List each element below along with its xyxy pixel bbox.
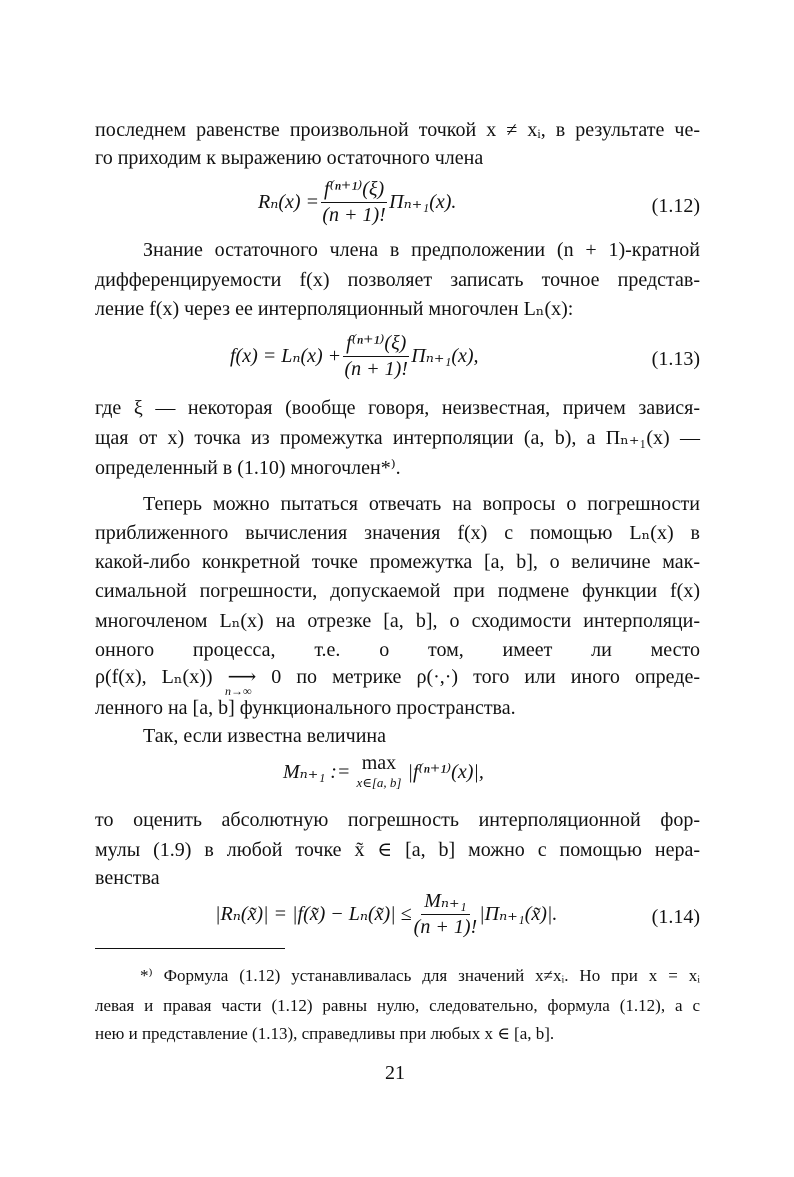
fraction: [321, 176, 387, 227]
text-line: последнем равенстве произвольной точкой x ≠ xᵢ, в результате че-: [95, 119, 700, 141]
max-operator: [356, 752, 401, 791]
fraction: [343, 330, 409, 381]
footnote-divider: [95, 948, 285, 949]
text-line: венства: [95, 867, 160, 889]
equation-1-14: [215, 888, 557, 939]
denominator: (n + 1)!: [344, 358, 408, 380]
text-line: многочленом Lₙ(x) на отрезке [a, b], о сходимости интерполяци-: [95, 610, 700, 632]
max-subscript: x∈[a, b]: [356, 775, 402, 790]
footnote-line: левая и правая части (1.12) равны нулю, следовательно, формула (1.12), а с: [95, 996, 700, 1015]
eq-lhs: Mₙ₊₁ :=: [283, 761, 351, 783]
text-line: го приходим к выражению остаточного члена: [95, 147, 484, 169]
text-line: определенный в (1.10) многочлен*⁾.: [95, 457, 401, 479]
equation-max: [283, 752, 484, 791]
max-label: max: [361, 752, 397, 774]
fraction: [414, 888, 477, 939]
footnote-line: нею и представление (1.13), справедливы при любых x ∈ [a, b].: [95, 1024, 555, 1043]
eq-rhs: |Πₙ₊₁(x̃)|.: [479, 903, 558, 925]
text-line: Теперь можно пытаться отвечать на вопросы о погрешности: [143, 493, 700, 515]
denominator: (n + 1)!: [322, 204, 386, 226]
page-number: 21: [385, 1062, 405, 1084]
text-line: симальной погрешности, допускаемой при подмене функции f(x): [95, 580, 700, 602]
text-line: Так, если известна величина: [143, 725, 386, 747]
denominator: (n + 1)!: [413, 916, 478, 938]
numerator: Mₙ₊₁: [421, 888, 469, 915]
equation-1-13: [230, 330, 479, 381]
numerator: f⁽ⁿ⁺¹⁾(ξ): [343, 330, 409, 357]
text-line: то оценить абсолютную погрешность интерполяционной фор-: [95, 809, 700, 831]
text-line: ленного на [a, b] функционального пространства.: [95, 697, 516, 719]
eq-rhs: Πₙ₊₁(x),: [411, 345, 479, 367]
text-line: приближенного вычисления значения f(x) с помощью Lₙ(x) в: [95, 522, 700, 544]
equation-number: (1.12): [651, 195, 700, 217]
equation-number: (1.14): [651, 906, 700, 928]
eq-lhs: Rₙ(x) =: [258, 191, 320, 213]
equation-1-12: [258, 176, 456, 227]
text-line: мулы (1.9) в любой точке x̃ ∈ [a, b] можно с помощью нера-: [95, 839, 700, 861]
arrow-subscript: n→∞: [225, 684, 252, 698]
text-line: ление f(x) через ее интерполяционный многочлен Lₙ(x):: [95, 298, 574, 320]
text-line: какой-либо конкретной точке промежутка [a, b], о величине мак-: [95, 551, 700, 573]
text-line: дифференцируемости f(x) позволяет записать точное представ-: [95, 269, 700, 291]
eq-lhs: f(x) = Lₙ(x) +: [230, 345, 342, 367]
text-line: ρ(f(x), Lₙ(x)) ⟶ 0 по метрике ρ(·,·) того или иного опреде-: [95, 666, 700, 688]
numerator: f⁽ⁿ⁺¹⁾(ξ): [321, 176, 387, 203]
text-line: где ξ — некоторая (вообще говоря, неизвестная, причем завися-: [95, 397, 700, 419]
eq-rhs: |f⁽ⁿ⁺¹⁾(x)|,: [407, 761, 484, 783]
text-line: щая от x) точка из промежутка интерполяции (a, b), а Πₙ₊₁(x) —: [95, 427, 700, 449]
text-line: Знание остаточного члена в предположении (n + 1)-кратной: [143, 239, 700, 261]
eq-lhs: |Rₙ(x̃)| = |f(x̃) − Lₙ(x̃)| ≤: [215, 903, 412, 925]
eq-rhs: Πₙ₊₁(x).: [389, 191, 457, 213]
footnote-line: *⁾ Формула (1.12) устанавливалась для значений x≠xᵢ. Но при x = xᵢ: [140, 966, 700, 985]
text-line: онного процесса, т.е. о том, имеет ли место: [95, 639, 700, 661]
equation-number: (1.13): [651, 348, 700, 370]
